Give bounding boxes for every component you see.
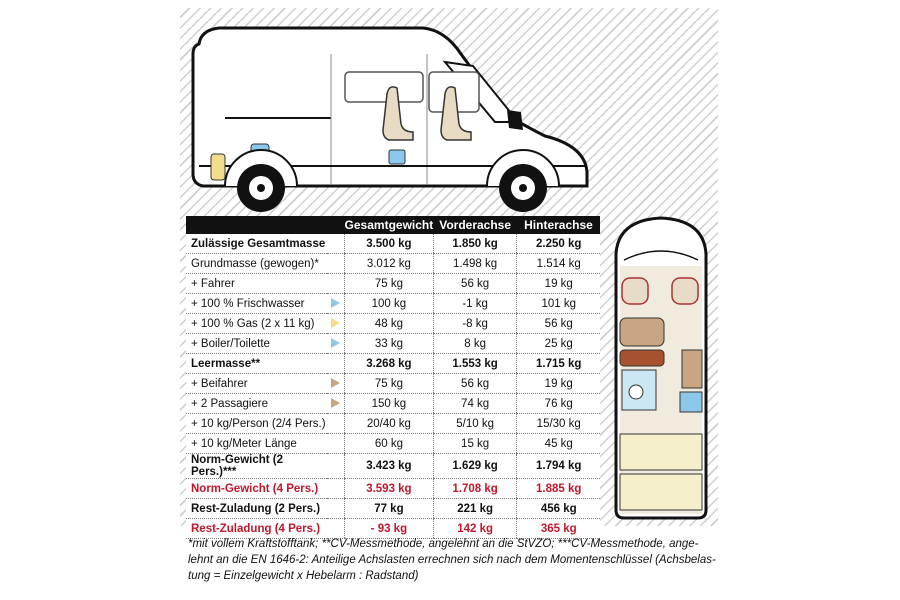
value-cell: 48 kg xyxy=(345,314,434,334)
table-row xyxy=(186,294,600,314)
boiler xyxy=(389,150,405,164)
water-marker-icon xyxy=(331,298,340,308)
value-cell: 15 kg xyxy=(433,434,517,454)
passenger-marker-icon xyxy=(331,378,340,388)
bed-bottom xyxy=(620,474,702,510)
row-label: Leermasse** xyxy=(186,354,327,374)
value-cell: 8 kg xyxy=(433,334,517,354)
value-cell: 60 kg xyxy=(345,434,434,454)
gas-marker-icon xyxy=(331,318,340,328)
value-cell: 1.715 kg xyxy=(517,354,600,374)
value-cell: 3.500 kg xyxy=(345,234,434,254)
value-cell: 2.250 kg xyxy=(517,234,600,254)
side-window xyxy=(345,72,423,102)
row-label: Norm-Gewicht (2 Pers.)*** xyxy=(186,454,327,479)
value-cell: 15/30 kg xyxy=(517,414,600,434)
value-cell: 3.268 kg xyxy=(345,354,434,374)
passenger-seat xyxy=(672,278,698,304)
value-cell: 456 kg xyxy=(517,499,600,519)
header-hinterachse: Hinterachse xyxy=(517,216,600,234)
value-cell: 1.885 kg xyxy=(517,479,600,499)
table-header xyxy=(186,216,600,234)
value-cell: 19 kg xyxy=(517,274,600,294)
row-label: + 100 % Gas (2 x 11 kg) xyxy=(186,314,327,334)
bench-2 xyxy=(620,350,664,366)
value-cell: 150 kg xyxy=(345,394,434,414)
value-cell: 365 kg xyxy=(517,519,600,539)
value-cell: 75 kg xyxy=(345,274,434,294)
footnote xyxy=(188,536,728,584)
table-row xyxy=(186,314,600,334)
rear-wheel xyxy=(225,150,297,212)
weight-table xyxy=(186,216,600,539)
footnote-line: *mit vollem Kraftstofftank; **CV-Messmethode, angelehnt an die StVZO; ***CV-Messmethode, ange- xyxy=(188,538,699,550)
value-cell: - 93 kg xyxy=(345,519,434,539)
row-label: Rest-Zuladung (4 Pers.) xyxy=(186,519,327,539)
row-label: Rest-Zuladung (2 Pers.) xyxy=(186,499,327,519)
row-label: Zulässige Gesamtmasse xyxy=(186,234,327,254)
value-cell: 56 kg xyxy=(433,274,517,294)
table-row xyxy=(186,334,600,354)
floor-plan-illustration xyxy=(606,214,716,524)
value-cell: 101 kg xyxy=(517,294,600,314)
value-cell: 1.850 kg xyxy=(433,234,517,254)
row-label: Norm-Gewicht (4 Pers.) xyxy=(186,479,327,499)
value-cell: 1.514 kg xyxy=(517,254,600,274)
value-cell: -8 kg xyxy=(433,314,517,334)
row-label: + Beifahrer xyxy=(186,374,327,394)
row-label: + 2 Passagiere xyxy=(186,394,327,414)
row-label: + 100 % Frischwasser xyxy=(186,294,327,314)
value-cell: 56 kg xyxy=(517,314,600,334)
bench xyxy=(620,318,664,346)
value-cell: 5/10 kg xyxy=(433,414,517,434)
front-wheel xyxy=(487,150,559,212)
value-cell: 33 kg xyxy=(345,334,434,354)
table-row xyxy=(186,394,600,414)
value-cell: 20/40 kg xyxy=(345,414,434,434)
value-cell: 142 kg xyxy=(433,519,517,539)
value-cell: 100 kg xyxy=(345,294,434,314)
table-row xyxy=(186,479,600,499)
value-cell: 1.498 kg xyxy=(433,254,517,274)
value-cell: 56 kg xyxy=(433,374,517,394)
value-cell: 1.553 kg xyxy=(433,354,517,374)
driver-seat xyxy=(622,278,648,304)
table-row xyxy=(186,454,600,479)
value-cell: 1.629 kg xyxy=(433,454,517,479)
value-cell: 25 kg xyxy=(517,334,600,354)
row-label: + Fahrer xyxy=(186,274,327,294)
value-cell: 74 kg xyxy=(433,394,517,414)
kitchen xyxy=(682,350,702,388)
water-marker-icon xyxy=(331,338,340,348)
table-row xyxy=(186,434,600,454)
value-cell: 3.593 kg xyxy=(345,479,434,499)
row-label: + Boiler/Toilette xyxy=(186,334,327,354)
table-row xyxy=(186,499,600,519)
value-cell: 1.794 kg xyxy=(517,454,600,479)
row-label: Grundmasse (gewogen)* xyxy=(186,254,327,274)
table-row xyxy=(186,234,600,254)
mirror xyxy=(507,110,523,130)
value-cell: 19 kg xyxy=(517,374,600,394)
header-gesamtgewicht: Gesamtgewicht xyxy=(344,218,434,232)
footnote-line: tung = Einzelgewicht x Hebelarm : Radstand) xyxy=(188,570,419,582)
table-row xyxy=(186,374,600,394)
value-cell: 75 kg xyxy=(345,374,434,394)
table-row xyxy=(186,274,600,294)
van-side-illustration xyxy=(185,14,595,214)
bed-top xyxy=(620,434,702,470)
value-cell: 3.423 kg xyxy=(345,454,434,479)
footnote-line: lehnt an die EN 1646-2: Anteilige Achslasten errechnen sich nach dem Momentenschlüssel (Achsbelas- xyxy=(188,554,716,566)
value-cell: 76 kg xyxy=(517,394,600,414)
row-label: + 10 kg/Person (2/4 Pers.) xyxy=(186,414,327,434)
value-cell: 221 kg xyxy=(433,499,517,519)
value-cell: -1 kg xyxy=(433,294,517,314)
value-cell: 45 kg xyxy=(517,434,600,454)
passenger-marker-icon xyxy=(331,398,340,408)
value-cell: 77 kg xyxy=(345,499,434,519)
table-row xyxy=(186,254,600,274)
header-vorderachse: Vorderachse xyxy=(433,216,517,234)
value-cell: 1.708 kg xyxy=(433,479,517,499)
table-row xyxy=(186,354,600,374)
value-cell: 3.012 kg xyxy=(345,254,434,274)
table-row xyxy=(186,414,600,434)
gas-bottle xyxy=(211,154,225,180)
row-label: + 10 kg/Meter Länge xyxy=(186,434,327,454)
